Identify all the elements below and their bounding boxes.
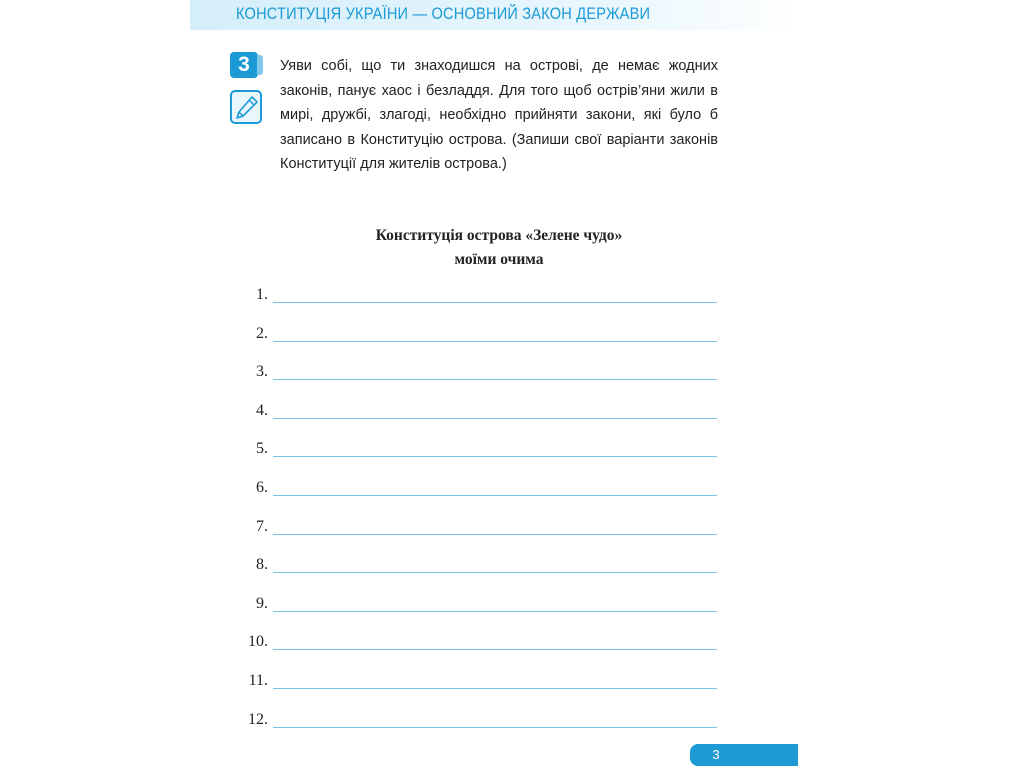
law-line-row [230,631,718,670]
law-line-row [230,284,718,323]
constitution-title [280,224,718,272]
law-writing-line[interactable] [273,379,717,380]
law-writing-line[interactable] [273,418,717,419]
law-line-number: 8. [256,556,268,574]
law-line-number: 5. [256,440,268,458]
law-writing-line[interactable] [273,611,717,612]
law-line-row [230,400,718,439]
law-writing-line[interactable] [273,456,717,457]
law-line-number: 7. [256,517,268,535]
law-line-number: 6. [256,478,268,496]
law-writing-line[interactable] [273,302,717,303]
header-band [190,0,798,30]
law-line-number: 4. [256,401,268,419]
law-line-row [230,438,718,477]
law-line-number: 11. [248,671,268,689]
law-writing-line[interactable] [273,341,717,342]
law-lines-list [230,284,718,747]
page-number-tab [690,744,798,766]
law-line-row [230,670,718,709]
workbook-page [190,0,798,768]
task-number-badge: 3 [230,52,258,78]
law-line-row [230,477,718,516]
law-line-row [230,593,718,632]
law-line-row [230,361,718,400]
law-writing-line[interactable] [273,688,717,689]
law-writing-line[interactable] [273,534,717,535]
law-writing-line[interactable] [273,495,717,496]
law-line-number: 12. [248,710,268,728]
law-line-row [230,323,718,362]
law-writing-line[interactable] [273,572,717,573]
law-line-number: 2. [256,324,268,342]
law-line-number: 9. [256,594,268,612]
constitution-title-line1: Конституція острова «Зелене чудо» [375,227,623,244]
pencil-icon [230,90,262,124]
law-writing-line[interactable] [273,727,717,728]
law-line-number: 1. [256,286,268,303]
law-line-row [230,554,718,593]
page-header-title: КОНСТИТУЦІЯ УКРАЇНИ — ОСНОВНИЙ ЗАКОН ДЕРЖАВИ [236,4,651,23]
law-line-number: 3. [256,363,268,381]
constitution-title-line2: моїми очима [454,251,544,268]
law-line-number: 10. [248,633,268,651]
law-line-row [230,516,718,555]
law-writing-line[interactable] [273,649,717,650]
page-number: 3 [712,747,720,762]
task-instruction-text: Уяви собі, що ти знаходишся на острові, де немає жодних законів, панує хаос і безладдя. Для того щоб острів’яни жили в мирі, дружбі, злагоді, необхідно прийняти закони, які було б записано в Конституцію острова. (Запиши свої варіанти законів Конституції для жителів острова.) [280,58,718,172]
law-line-row [230,709,718,748]
